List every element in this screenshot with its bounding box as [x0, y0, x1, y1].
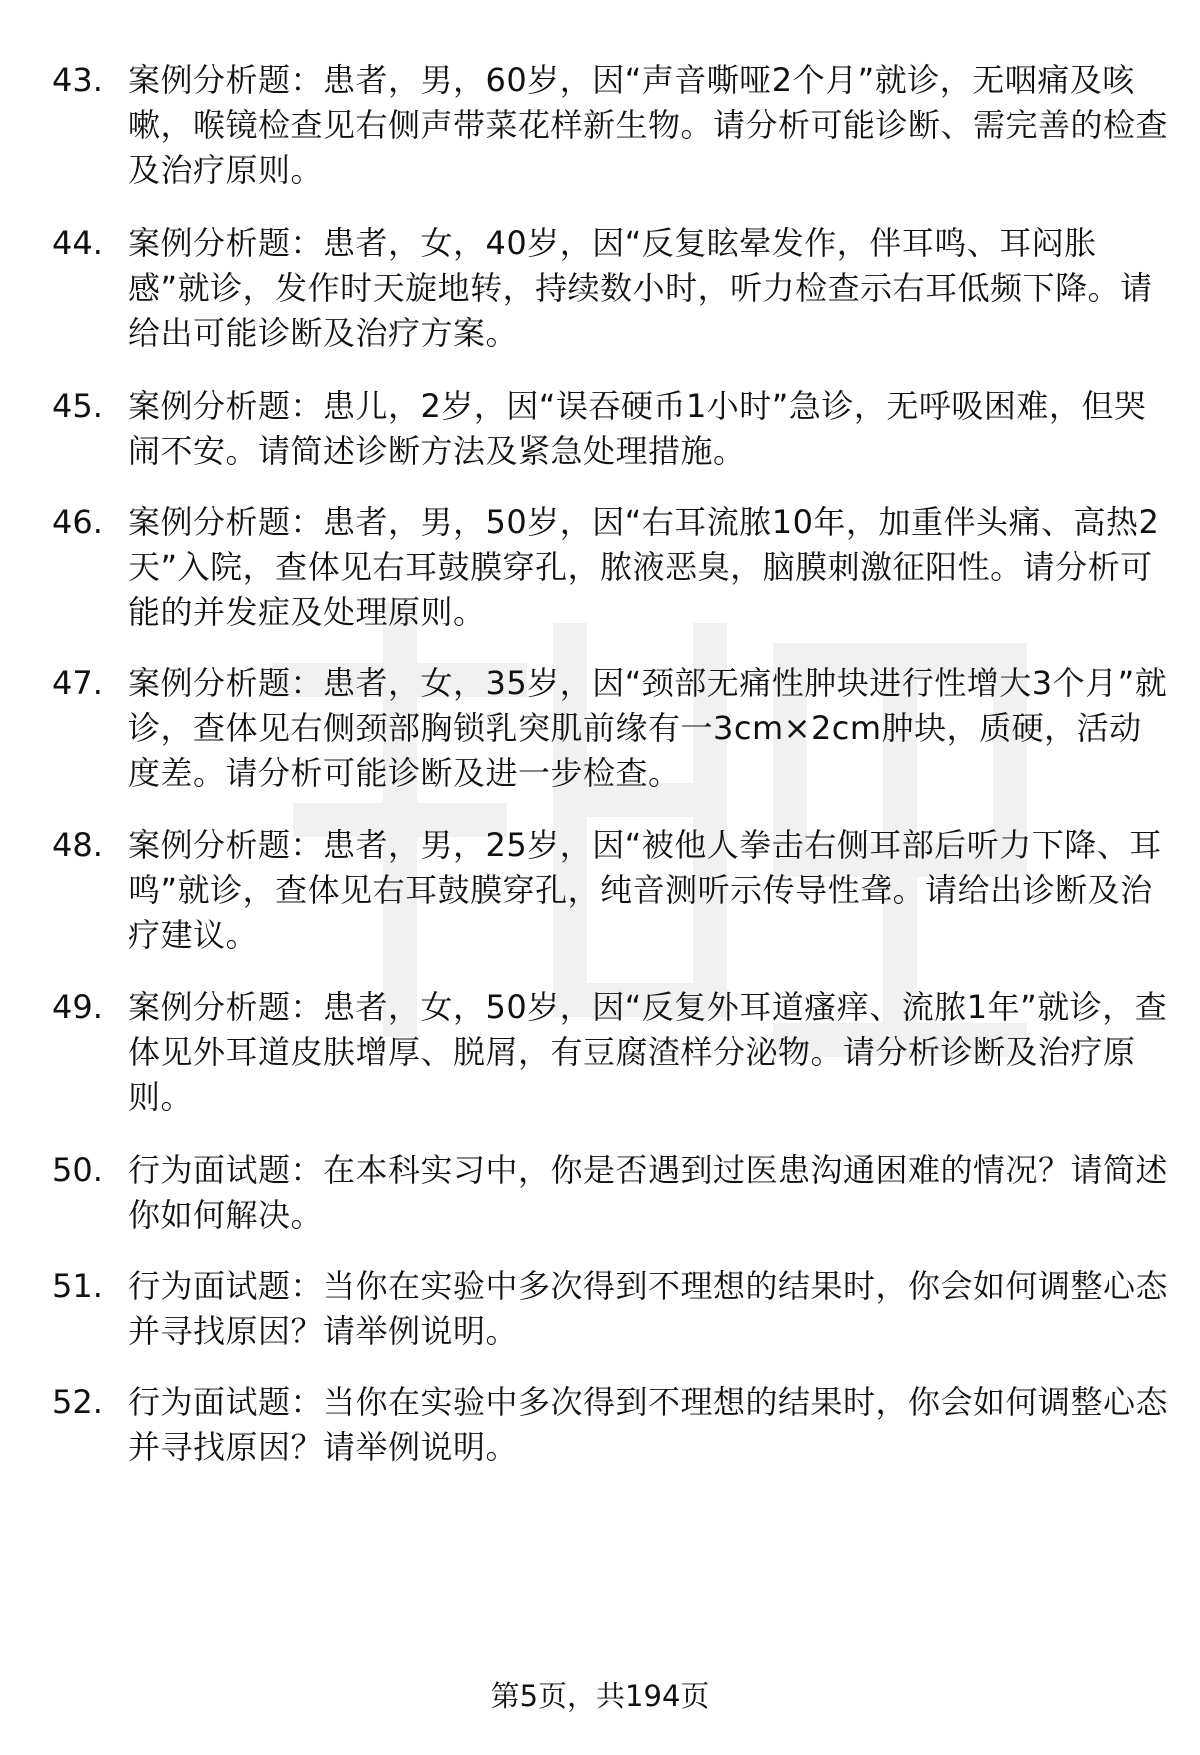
question-text: 案例分析题：患者，男，60岁，因“声音嘶哑2个月”就诊，无咽痛及咳嗽，喉镜检查见右侧声带菜花样新生物。请分析可能诊断、需完善的检查及治疗原则。 [128, 61, 1169, 189]
question-text: 案例分析题：患儿，2岁，因“误吞硬币1小时”急诊，无呼吸困难，但哭闹不安。请简述诊断方法及紧急处理措施。 [128, 387, 1147, 470]
question-text: 案例分析题：患者，女，50岁，因“反复外耳道瘙痒、流脓1年”就诊，查体见外耳道皮肤增厚、脱屑，有豆腐渣样分泌物。请分析诊断及治疗原则。 [128, 988, 1168, 1116]
question-number: 51. [52, 1267, 103, 1305]
question-number: 47. [52, 664, 103, 702]
question-number: 43. [52, 61, 103, 99]
question-number: 49. [52, 988, 103, 1026]
question-text: 案例分析题：患者，男，50岁，因“右耳流脓10年，加重伴头痛、高热2天”入院，查体见右耳鼓膜穿孔，脓液恶臭，脑膜刺激征阳性。请分析可能的并发症及处理原则。 [128, 503, 1160, 631]
question-text: 案例分析题：患者，女，40岁，因“反复眩晕发作，伴耳鸣、耳闷胀感”就诊，发作时天旋地转，持续数小时，听力检查示右耳低频下降。请给出可能诊断及治疗方案。 [128, 224, 1153, 352]
question-number: 44. [52, 224, 103, 262]
page-footer: 第5页，共194页 [490, 1679, 710, 1713]
question-number: 46. [52, 503, 103, 541]
question-text: 行为面试题：在本科实习中，你是否遇到过医患沟通困难的情况？请简述你如何解决。 [128, 1151, 1169, 1234]
question-text: 行为面试题：当你在实验中多次得到不理想的结果时，你会如何调整心态并寻找原因？请举例说明。 [128, 1267, 1169, 1350]
question-number: 45. [52, 387, 103, 425]
question-number: 48. [52, 826, 103, 864]
question-text: 行为面试题：当你在实验中多次得到不理想的结果时，你会如何调整心态并寻找原因？请举例说明。 [128, 1383, 1169, 1466]
question-text: 案例分析题：患者，男，25岁，因“被他人拳击右侧耳部后听力下降、耳鸣”就诊，查体见右耳鼓膜穿孔，纯音测听示传导性聋。请给出诊断及治疗建议。 [128, 826, 1162, 954]
question-number: 52. [52, 1383, 103, 1421]
question-number: 50. [52, 1151, 103, 1189]
question-text: 案例分析题：患者，女，35岁，因“颈部无痛性肿块进行性增大3个月”就诊，查体见右侧颈部胸锁乳突肌前缘有一3cm×2cm肿块，质硬，活动度差。请分析可能诊断及进一步检查。 [128, 664, 1168, 792]
